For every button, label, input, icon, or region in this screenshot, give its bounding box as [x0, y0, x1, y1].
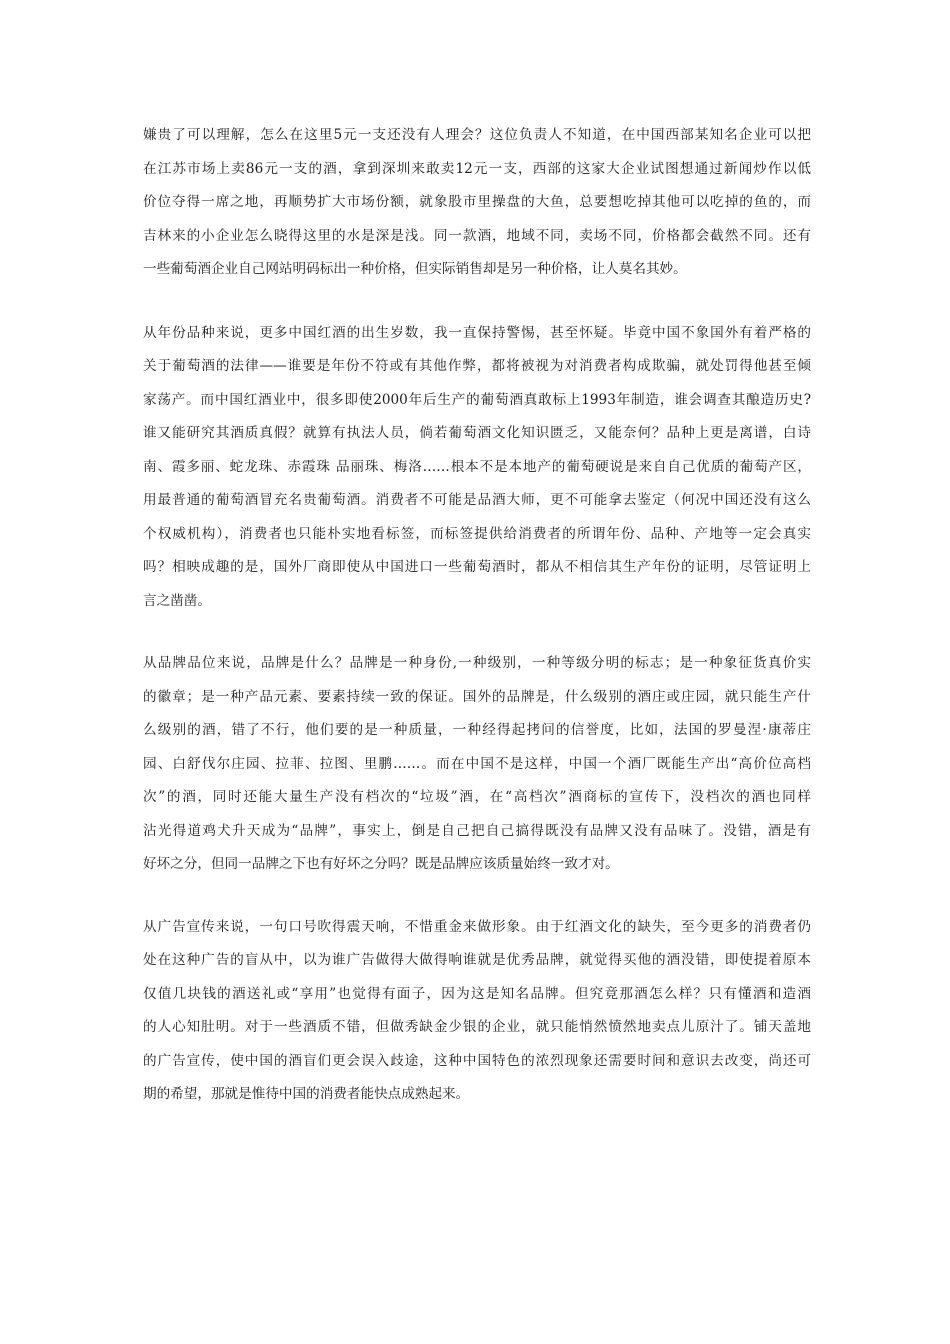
text-line: 园、白舒伐尔庄园、拉菲、拉图、里鹏……。而在中国不是这样，中国一个酒厂既能生产出“高价位高档 — [143, 755, 811, 772]
text-line: 次”的酒，同时还能大量生产没有档次的“垃圾”酒，在“高档次”酒商标的宣传下，没档次的酒也同样 — [143, 789, 811, 805]
text-line: 仅值几块钱的酒送礼或“享用”也觉得有面子，因为这是知名品牌。但究竟那酒怎么样？只有懂酒和造酒 — [143, 985, 811, 1002]
text-line: 在江苏市场上卖86元一支的酒，拿到深圳来敢卖12元一支，西部的这家大企业试图想通过新闻炒作以低 — [143, 160, 811, 177]
text-line: 吗？相映成趣的是，国外厂商即使从中国进口一些葡萄酒时，都从不相信其生产年份的证明，尽管证明上 — [143, 559, 811, 575]
text-line: 的徽章；是一种产品元素、要素持续一致的保证。国外的品牌是，什么级别的酒庄或庄园，就只能生产什 — [143, 688, 811, 705]
text-line: 的人心知肚明。对于一些酒质不错，但做秀缺金少银的企业，就只能悄然愤然地卖点儿原汁了。铺天盖地 — [143, 1019, 811, 1035]
text-line: 关于葡萄酒的法律——谁要是年份不符或有其他作弊，都将被视为对消费者构成欺骗，就处罚得他甚至倾 — [143, 358, 811, 374]
text-line: 处在这种广告的盲从中，以为谁广告做得大做得响谁就是优秀品牌，就觉得买他的酒没错，即使提着原本 — [143, 952, 811, 968]
text-line: 从年份品种来说，更多中国红酒的出生岁数，我一直保持警惕，甚至怀疑。毕竟中国不象国外有着严格的 — [143, 324, 811, 341]
text-line: 价位夺得一席之地，再顺势扩大市场份额，就象股市里操盘的大鱼，总要想吃掉其他可以吃掉的鱼的，而 — [143, 194, 811, 210]
text-line: 沾光得道鸡犬升天成为“品牌”，事实上，倒是自己把自己搞得既没有品牌又没有品味了。没错，酒是有 — [143, 822, 811, 839]
text-line: 吉林来的小企业怎么晓得这里的水是深是浅。同一款酒，地域不同，卖场不同，价格都会截然不同。还有 — [143, 227, 811, 244]
paragraph-brand — [143, 647, 811, 882]
text-line: 个权威机构），消费者也只能朴实地看标签，而标签提供给消费者的所谓年份、品种、产地等一定会真实 — [143, 525, 811, 542]
paragraph-price — [143, 119, 811, 287]
document-body — [143, 119, 811, 1142]
text-line: 期的希望，那就是惟待中国的消费者能快点成熟起来。 — [143, 1086, 470, 1102]
text-line: 么级别的酒，错了不行，他们要的是一种质量，一种经得起拷问的信誉度，比如，法国的罗曼涅·康蒂庄 — [143, 722, 811, 738]
text-line: 一些葡萄酒企业自己网站明码标出一种价格，但实际销售却是另一种价格，让人莫名其妙。 — [143, 261, 687, 277]
text-line: 从广告宣传来说，一句口号吹得震天响，不惜重金来做形象。由于红酒文化的缺失，至今更多的消费者仍 — [143, 918, 811, 935]
text-line: 嫌贵了可以理解，怎么在这里5元一支还没有人理会？这位负责人不知道，在中国西部某知名企业可以把 — [143, 127, 811, 143]
text-line: 的广告宣传，使中国的酒盲们更会误入歧途，这种中国特色的浓烈现象还需要时间和意识去改变，尚还可 — [143, 1052, 811, 1069]
text-line: 好坏之分，但同一品牌之下也有好坏之分吗？既是品牌应该质量始终一致才对。 — [143, 856, 619, 872]
text-line: 用最普通的葡萄酒冒充名贵葡萄酒。消费者不可能是品酒大师，更不可能拿去鉴定（何况中国还没有这么 — [143, 492, 811, 508]
paragraph-advertising — [143, 911, 811, 1112]
paragraph-vintage-variety — [143, 317, 811, 619]
text-line: 从品牌品位来说，品牌是什么？品牌是一种身份,一种级别，一种等级分明的标志；是一种象征货真价实 — [143, 655, 811, 671]
text-line: 家荡产。而中国红酒业中，很多即使2000年后生产的葡萄酒真敢标上1993年制造，谁会调查其酿造历史? — [143, 391, 811, 408]
text-line: 谁又能研究其酒质真假？就算有执法人员，倘若葡萄酒文化知识匮乏，又能奈何？品种上更是离谱，白诗 — [143, 425, 811, 441]
text-line: 言之凿凿。 — [143, 592, 211, 609]
text-line: 南、霞多丽、蛇龙珠、赤霞珠 品丽珠、梅洛……根本不是本地产的葡萄硬说是来自自己优质的葡萄产区， — [143, 458, 811, 475]
